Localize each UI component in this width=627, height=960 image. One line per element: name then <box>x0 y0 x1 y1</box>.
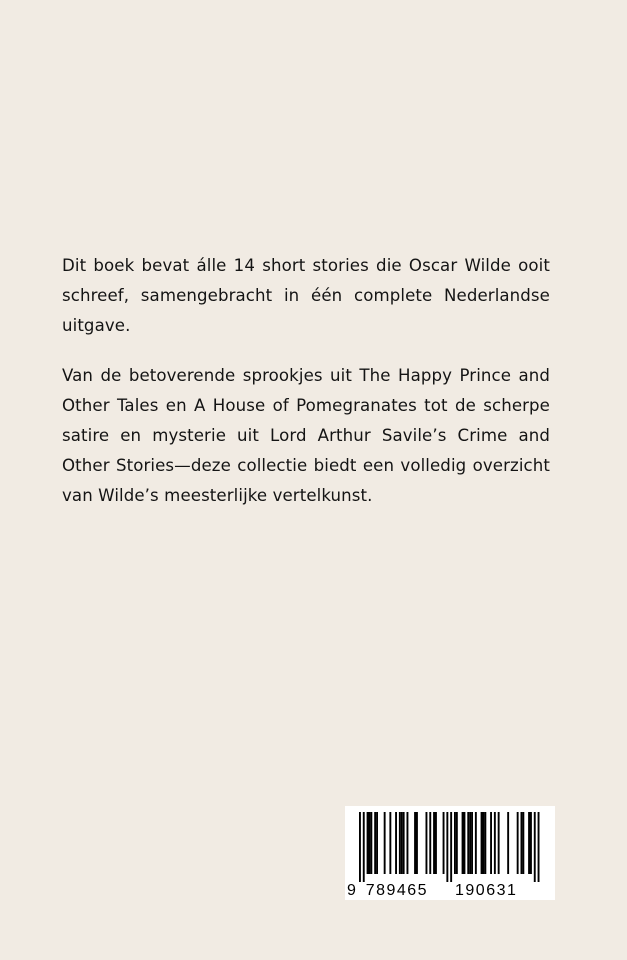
isbn-barcode <box>345 806 555 900</box>
blurb-paragraph-1: Dit boek bevat álle 14 short stories die Oscar Wilde ooit schreef, samengebracht in één complete Nederlandse uitgave. <box>62 256 550 335</box>
svg-text:190631: 190631 <box>455 882 518 899</box>
svg-text:9: 9 <box>347 882 358 899</box>
barcode-bars <box>345 806 555 900</box>
svg-text:789465: 789465 <box>365 882 429 899</box>
back-cover-blurb <box>62 251 550 531</box>
blurb-paragraph-2: Van de betoverende sprookjes uit The Happy Prince and Other Tales en A House of Pomegranates tot de scherpe satire en mysterie uit Lord Arthur Savile’s Crime and Other Stories—deze collectie biedt een volledig overzicht van Wilde’s meesterlijke vertelkunst. <box>62 366 550 505</box>
